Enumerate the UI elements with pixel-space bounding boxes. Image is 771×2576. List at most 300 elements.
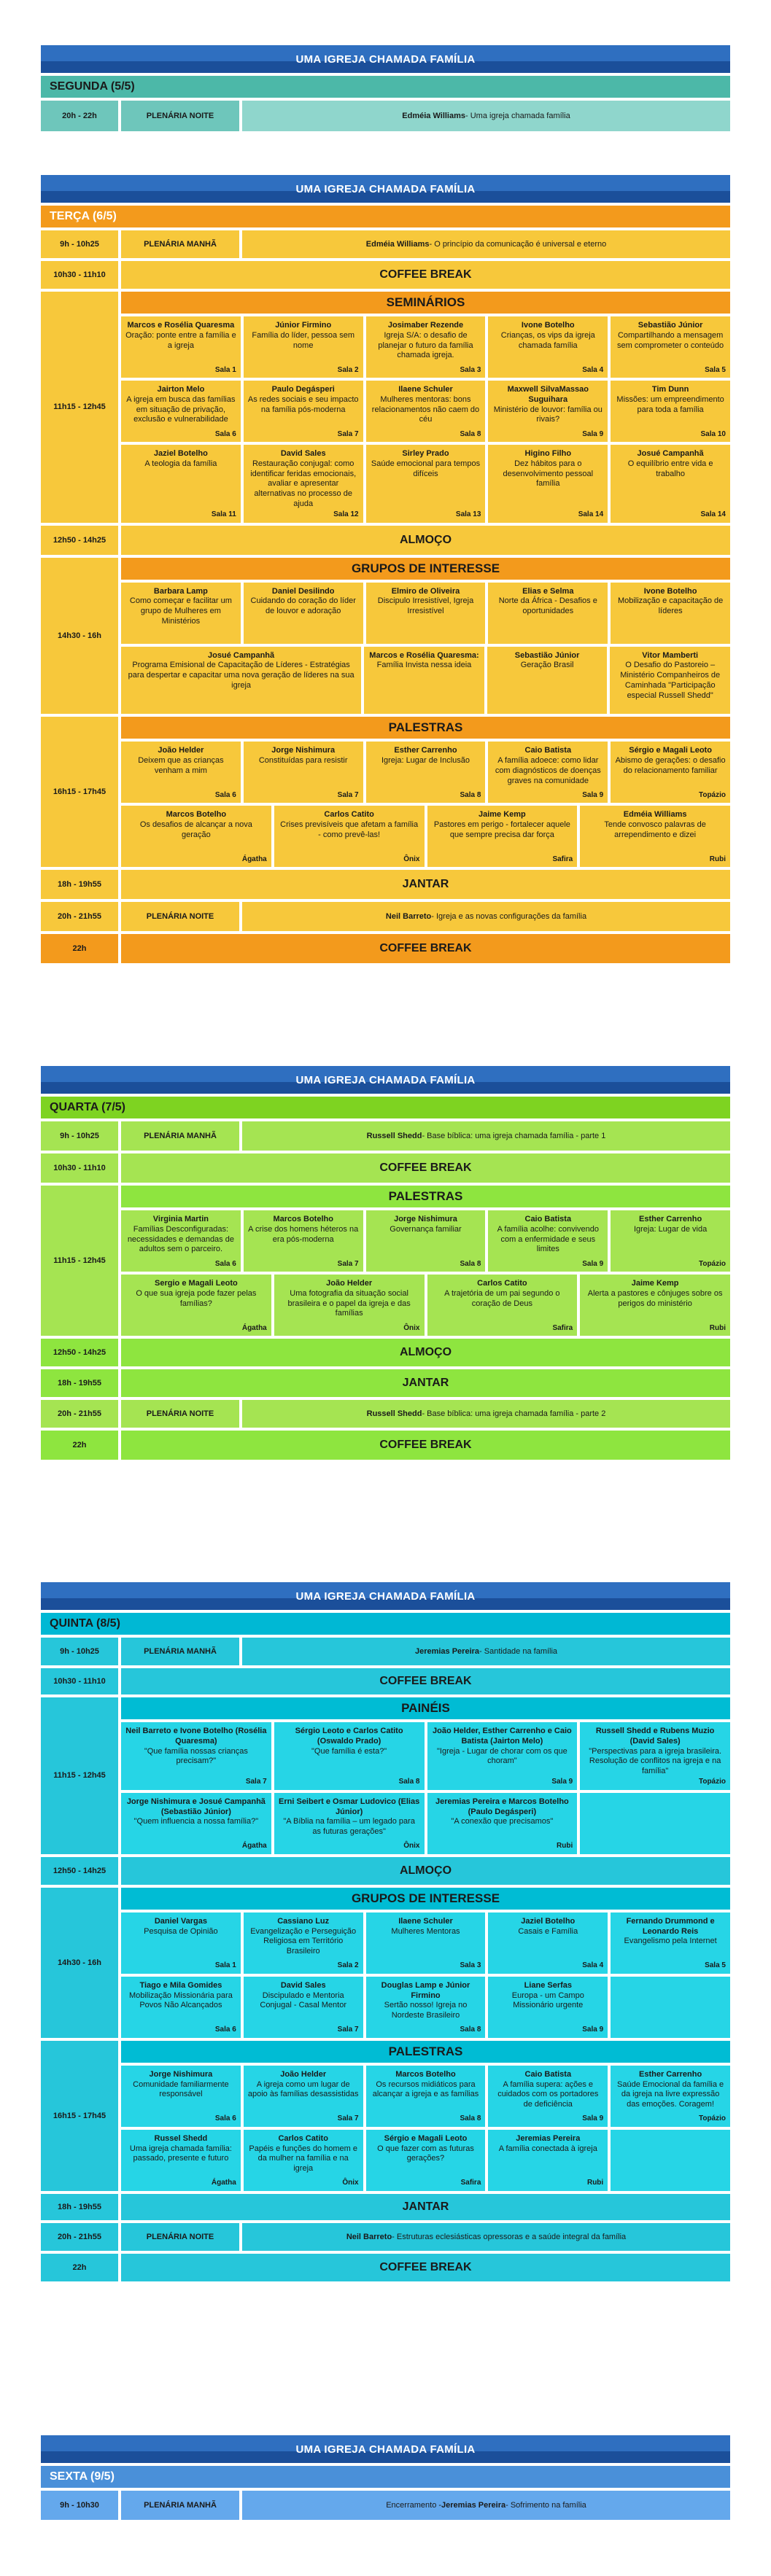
card-room: Rubi — [709, 1323, 726, 1332]
session-card — [121, 445, 241, 523]
session-card — [366, 2066, 486, 2127]
time-slot: 20h - 21h55 — [41, 1400, 118, 1428]
time-slot: 10h30 - 11h10 — [41, 1153, 118, 1183]
card-speaker: Jorge Nishimura e Josué Campanhã (Sebastião Júnior) — [126, 1797, 266, 1816]
card-title: Papéis e funções do homem e da mulher na família e na igreja — [249, 2144, 357, 2173]
card-room: Sala 9 — [582, 790, 604, 799]
session-info — [242, 2491, 730, 2520]
card-title: A crise dos homens héteros na era pós-moderna — [248, 1224, 359, 1244]
time-slot: 10h30 - 11h10 — [41, 1668, 118, 1694]
card-room: Sala 8 — [460, 1259, 481, 1268]
session-card — [244, 445, 363, 523]
session-card — [580, 1793, 730, 1854]
card-room: Safira — [552, 855, 573, 863]
card-speaker: Russel Shedd — [154, 2133, 208, 2143]
card-title: Ministério de louvor: família ou rivais? — [493, 405, 603, 424]
session-card — [366, 445, 486, 523]
day-banner: UMA IGREJA CHAMADA FAMÍLIA — [41, 45, 730, 73]
card-title: Discipulado e Mentoria Conjugal - Casal Mentor — [260, 1991, 346, 2010]
time-slot: 11h15 - 12h45 — [41, 1697, 118, 1854]
panel-grid — [121, 1793, 730, 1854]
card-speaker: Cassiano Luz — [277, 1916, 330, 1926]
card-room: Sala 8 — [460, 2114, 481, 2123]
card-speaker: Marcos Botelho — [273, 1215, 333, 1223]
time-slot: 9h - 10h25 — [41, 1121, 118, 1151]
talk-grid — [121, 1210, 730, 1272]
card-room: Sala 8 — [460, 429, 481, 438]
card-title: Igreja: Lugar de Inclusão — [381, 756, 470, 765]
session-card — [366, 1912, 486, 1974]
card-room: Topázio — [698, 790, 726, 799]
card-title: "Quem influencia a nossa família?" — [133, 1817, 259, 1826]
card-title: A família conectada à igreja — [498, 2144, 597, 2153]
day-banner: UMA IGREJA CHAMADA FAMÍLIA — [41, 2435, 730, 2463]
card-room: Sala 9 — [582, 2026, 604, 2034]
session-desc: - O princípio da comunicação é universal e eterno — [429, 240, 607, 249]
time-slot: 9h - 10h25 — [41, 1638, 118, 1665]
card-room: Topázio — [698, 2114, 726, 2123]
session-info — [242, 1638, 730, 1665]
card-room: Sala 6 — [214, 2026, 236, 2034]
card-room: Ônix — [342, 2179, 359, 2187]
session-desc: - Base bíblica: uma igreja chamada família - parte 2 — [422, 1409, 606, 1418]
card-title: O que fazer com as futuras gerações? — [377, 2144, 474, 2163]
session-card — [427, 806, 578, 867]
talk-grid — [121, 742, 730, 803]
card-speaker: Virginia Martin — [152, 1215, 209, 1223]
time-slot: 18h - 19h55 — [41, 870, 118, 899]
session-card — [121, 2130, 241, 2191]
day-terca — [41, 175, 730, 963]
session-card — [244, 316, 363, 378]
talk-grid — [121, 2066, 730, 2127]
card-title: Igreja: Lugar de vida — [633, 1224, 708, 1234]
session-card — [427, 1275, 578, 1336]
card-speaker: Ilaene Schuler — [398, 385, 453, 394]
session-card — [488, 316, 608, 378]
card-speaker: Liane Serfas — [524, 1980, 572, 1990]
time-slot: 12h50 - 14h25 — [41, 1857, 118, 1885]
card-room: Sala 3 — [460, 1961, 481, 1970]
card-title: A teologia da família — [144, 459, 217, 468]
card-title: Deixem que as crianças venham a mim — [138, 756, 224, 775]
time-slot: 16h15 - 17h45 — [41, 2041, 118, 2191]
session-card — [366, 2130, 486, 2191]
time-slot: 9h - 10h30 — [41, 2491, 118, 2520]
card-speaker: Sergio e Magali Leoto — [155, 1279, 238, 1288]
session-card — [121, 647, 361, 715]
card-title: Famílias Desconfiguradas: necessidades e demandas de adultos sem o parceiro. — [127, 1224, 234, 1254]
session-card — [611, 2066, 730, 2127]
session-card — [611, 742, 730, 803]
time-slot: 12h50 - 14h25 — [41, 526, 118, 555]
lunch: ALMOÇO — [121, 1857, 730, 1885]
card-speaker: Sérgio Leoto e Carlos Catito (Oswaldo Prado) — [295, 1727, 403, 1746]
card-speaker: Marcos Botelho — [395, 2069, 456, 2079]
card-title: "Que família é esta?" — [311, 1746, 387, 1756]
session-label: PLENÁRIA NOITE — [121, 2223, 239, 2251]
card-speaker: Jaziel Botelho — [153, 449, 208, 458]
session-card — [488, 1977, 608, 2038]
card-speaker: Ivone Botelho — [521, 321, 575, 330]
session-info — [242, 230, 730, 258]
session-card — [121, 806, 271, 867]
session-card — [121, 1722, 271, 1790]
card-speaker: Jeremias Pereira e Marcos Botelho (Paulo Degásperi) — [435, 1797, 569, 1816]
card-title: Família Invista nessa ideia — [376, 661, 472, 670]
card-room: Safira — [552, 1323, 573, 1332]
card-speaker: Tim Dunn — [651, 385, 689, 394]
time-slot: 9h - 10h25 — [41, 230, 118, 258]
section-heading: PALESTRAS — [121, 2041, 730, 2063]
coffee-break: COFFEE BREAK — [121, 1431, 730, 1460]
group-grid — [121, 1977, 730, 2038]
card-speaker: Josué Campanhã — [637, 449, 704, 458]
card-room: Sala 3 — [460, 365, 481, 374]
speaker: Neil Barreto — [346, 2232, 392, 2241]
session-card — [611, 316, 730, 378]
card-title: Evangelismo pela Internet — [624, 1937, 717, 1946]
card-title: Abismo de gerações: o desafio do relacionamento familiar — [615, 756, 726, 775]
card-speaker: Marcos Botelho — [166, 810, 227, 820]
session-card — [244, 1210, 363, 1272]
card-room: Topázio — [698, 1259, 726, 1268]
session-card — [366, 1977, 486, 2038]
card-room: Sala 5 — [705, 365, 726, 374]
time-slot: 10h30 - 11h10 — [41, 261, 118, 289]
card-speaker: Júnior Firmino — [275, 321, 332, 330]
session-card — [274, 806, 425, 867]
session-card — [488, 583, 608, 644]
section-heading: PALESTRAS — [121, 1186, 730, 1207]
card-room: Sala 4 — [582, 365, 604, 374]
time-slot: 11h15 - 12h45 — [41, 1186, 118, 1336]
card-speaker: Maxwell SilvaMassao Suguihara — [507, 385, 589, 404]
card-title: Programa Emisional de Capacitação de Líderes - Estratégias para despertar e capacitar uma nova geração de líderes na sua igreja — [128, 661, 354, 690]
card-room: Topázio — [698, 1778, 726, 1786]
session-info — [242, 1400, 730, 1428]
card-room: Sala 5 — [705, 1961, 726, 1970]
card-title: Comunidade familiarmente responsável — [133, 2079, 229, 2099]
card-speaker: David Sales — [280, 449, 326, 458]
card-title: Saúde Emocional da família e da igreja na livre expressão das emoções. Coragem! — [617, 2079, 724, 2109]
session-card — [488, 1210, 608, 1272]
day-segunda — [41, 45, 730, 131]
session-card — [121, 1977, 241, 2038]
card-speaker: Daniel Desilindo — [271, 586, 335, 596]
talk-grid — [121, 806, 730, 867]
speaker: Edméia Williams — [402, 112, 466, 120]
day-title: QUINTA (8/5) — [41, 1613, 730, 1635]
speaker: Russell Shedd — [366, 1132, 422, 1140]
session-card — [488, 2130, 608, 2191]
card-room: Sala 6 — [214, 1259, 236, 1268]
time-slot: 20h - 21h55 — [41, 902, 118, 931]
lunch: ALMOÇO — [121, 526, 730, 555]
card-speaker: João Helder — [158, 746, 204, 755]
card-speaker: Ivone Botelho — [643, 586, 697, 596]
day-quinta — [41, 1582, 730, 2281]
panel-grid — [121, 1722, 730, 1790]
card-room: Rubi — [586, 2179, 604, 2187]
card-room: Sala 6 — [214, 790, 236, 799]
group-grid — [121, 647, 730, 715]
talk-grid — [121, 2130, 730, 2191]
session-card — [121, 742, 241, 803]
day-title: SEGUNDA (5/5) — [41, 76, 730, 98]
day-title: SEXTA (9/5) — [41, 2466, 730, 2488]
session-label: PLENÁRIA MANHÃ — [121, 1121, 239, 1151]
time-slot: 16h15 - 17h45 — [41, 717, 118, 867]
card-title: A família adoece: como lidar com diagnósticos de doenças graves na comunidade — [495, 756, 601, 785]
card-speaker: Carlos Catito — [477, 1279, 527, 1288]
card-speaker: Elmiro de Oliveira — [391, 586, 460, 596]
day-banner: UMA IGREJA CHAMADA FAMÍLIA — [41, 1582, 730, 1610]
card-speaker: Tiago e Mila Gomides — [139, 1980, 222, 1990]
time-slot: 12h50 - 14h25 — [41, 1339, 118, 1366]
lunch: ALMOÇO — [121, 1339, 730, 1366]
speaker: Russell Shedd — [366, 1409, 422, 1418]
card-title: Europa - um Campo Missionário urgente — [511, 1991, 584, 2010]
card-speaker: Douglas Lamp e Júnior Firmino — [381, 1980, 470, 2000]
card-room: Sala 7 — [337, 2114, 359, 2123]
session-card — [244, 1912, 363, 1974]
session-card — [610, 647, 730, 715]
session-card — [366, 742, 486, 803]
coffee-break: COFFEE BREAK — [121, 1668, 730, 1694]
section-heading: PAINÉIS — [121, 1697, 730, 1719]
card-room: Sala 8 — [398, 1778, 420, 1786]
card-speaker: Jaime Kemp — [631, 1279, 679, 1288]
session-card — [274, 1275, 425, 1336]
card-title: Os recursos midiáticos para alcançar a igreja e as famílias — [372, 2079, 479, 2099]
card-speaker: Esther Carrenho — [638, 2069, 702, 2079]
session-card — [364, 647, 484, 715]
card-title: Geração Brasil — [520, 661, 574, 670]
card-speaker: Russell Shedd e Rubens Muzio (David Sales) — [595, 1727, 715, 1746]
card-room: Sala 6 — [214, 429, 236, 438]
session-card — [366, 381, 486, 442]
speaker: Neil Barreto — [385, 912, 432, 922]
card-title: Mobilização e capacitação de líderes — [617, 596, 724, 615]
session-card — [244, 1977, 363, 2038]
session-desc: - Igreja e as novas configurações da família — [431, 912, 587, 922]
speaker: Jeremias Pereira — [414, 1647, 480, 1656]
card-room: Safira — [460, 2179, 481, 2187]
session-label: PLENÁRIA NOITE — [121, 902, 239, 931]
coffee-break: COFFEE BREAK — [121, 261, 730, 289]
card-room: Ágatha — [241, 1323, 267, 1332]
card-speaker: Barbara Lamp — [153, 586, 208, 596]
session-card — [244, 583, 363, 644]
card-title: Mobilização Missionária para Povos Não Alcançados — [128, 1991, 233, 2010]
card-title: Dez hábitos para o desenvolvimento pessoal família — [503, 459, 594, 489]
card-room: Ágatha — [241, 1842, 267, 1851]
session-card — [121, 1793, 271, 1854]
card-speaker: Jairton Melo — [157, 385, 205, 394]
card-room: Sala 13 — [455, 510, 481, 518]
session-card — [580, 1275, 730, 1336]
group-grid — [121, 583, 730, 644]
card-speaker: Caio Batista — [524, 2069, 572, 2079]
session-info — [242, 2223, 730, 2251]
day-sexta — [41, 2435, 730, 2520]
session-card — [611, 381, 730, 442]
section-heading: GRUPOS DE INTERESSE — [121, 558, 730, 580]
session-card — [427, 1722, 578, 1790]
session-card — [580, 806, 730, 867]
session-card — [488, 445, 608, 523]
card-room: Rubi — [709, 855, 726, 863]
card-room: Sala 9 — [551, 1778, 573, 1786]
card-room: Sala 2 — [337, 1961, 359, 1970]
card-title: O Desafio do Pastoreio – Ministério Companheiros de Caminhada "Participação especial Russell Shedd" — [620, 661, 721, 700]
section-heading: PALESTRAS — [121, 717, 730, 739]
card-speaker: Higino Filho — [524, 449, 572, 458]
card-room: Sala 1 — [214, 365, 236, 374]
card-speaker: Ilaene Schuler — [398, 1916, 453, 1926]
card-room: Ônix — [403, 855, 420, 863]
session-card — [611, 1210, 730, 1272]
time-slot: 22h — [41, 1431, 118, 1460]
card-title: Norte da África - Desafios e oportunidades — [498, 596, 597, 615]
card-speaker: Caio Batista — [524, 746, 572, 755]
card-room: Sala 9 — [582, 2114, 604, 2123]
card-title: As redes sociais e seu impacto na família pós-moderna — [247, 394, 359, 414]
session-card — [611, 1912, 730, 1974]
card-speaker: João Helder — [326, 1279, 373, 1288]
speaker: Edméia Williams — [365, 240, 430, 249]
card-room: Sala 7 — [245, 1778, 267, 1786]
card-title: Família do líder, pessoa sem nome — [252, 330, 354, 350]
card-title: Cuidando do coração do líder de louvor e adoração — [250, 596, 356, 615]
card-room: Sala 9 — [582, 1259, 604, 1268]
dinner: JANTAR — [121, 1369, 730, 1397]
session-card — [366, 316, 486, 378]
session-info — [242, 1121, 730, 1151]
coffee-break: COFFEE BREAK — [121, 2254, 730, 2281]
card-title: Sertão nosso! Igreja no Nordeste Brasileiro — [384, 2001, 468, 2020]
card-speaker: Sérgio e Magali Leoto — [629, 746, 712, 755]
card-speaker: Carlos Catito — [324, 810, 374, 820]
card-speaker: João Helder — [280, 2069, 327, 2079]
section-heading: GRUPOS DE INTERESSE — [121, 1888, 730, 1910]
session-desc: - Base bíblica: uma igreja chamada família - parte 1 — [422, 1132, 606, 1140]
card-room: Rubi — [557, 1842, 573, 1851]
time-slot: 18h - 19h55 — [41, 1369, 118, 1397]
card-title: A trajetória de um pai segundo o coração de Deus — [444, 1288, 560, 1308]
card-title: Os desafios de alcançar a nova geração — [139, 820, 252, 839]
session-card — [244, 2130, 363, 2191]
session-card — [487, 647, 608, 715]
coffee-break: COFFEE BREAK — [121, 1153, 730, 1183]
card-speaker: Neil Barreto e Ivone Botelho (Rosélia Quaresma) — [125, 1727, 267, 1746]
session-card — [244, 2066, 363, 2127]
session-desc: - Estruturas eclesiásticas opressoras e a saúde integral da família — [392, 2232, 627, 2241]
card-title: Governança familiar — [390, 1224, 462, 1234]
card-speaker: Sérgio e Magali Leoto — [384, 2133, 468, 2143]
time-slot: 22h — [41, 2254, 118, 2281]
card-title: Pesquisa de Opinião — [144, 1926, 218, 1936]
session-card — [121, 1912, 241, 1974]
session-label: PLENÁRIA MANHÃ — [121, 230, 239, 258]
card-speaker: Fernando Drummond e Leonardo Reis — [626, 1916, 715, 1936]
session-card — [611, 445, 730, 523]
session-card — [121, 316, 241, 378]
card-speaker: Elias e Selma — [522, 586, 574, 596]
session-card — [274, 1722, 425, 1790]
card-room: Sala 1 — [214, 1961, 236, 1970]
session-card — [580, 1722, 730, 1790]
card-room: Ônix — [403, 1323, 420, 1332]
card-title: A igreja como um lugar de apoio às famílias desassistidas — [247, 2079, 359, 2099]
card-speaker: Paulo Degásperi — [271, 385, 335, 394]
session-card — [427, 1793, 578, 1854]
card-room: Sala 12 — [333, 510, 359, 518]
day-title: TERÇA (6/5) — [41, 206, 730, 227]
session-prefix: Encerramento - — [386, 2501, 442, 2510]
group-grid — [121, 1912, 730, 1974]
card-room: Sala 8 — [460, 2026, 481, 2034]
card-title: Tende convosco palavras de arrependimento e dizei — [604, 820, 706, 839]
card-title: Uma igreja chamada família: passado, presente e futuro — [129, 2144, 232, 2163]
card-speaker: Jorge Nishimura — [394, 1215, 457, 1223]
card-room: Sala 6 — [214, 2114, 236, 2123]
session-card — [488, 2066, 608, 2127]
card-speaker: Jorge Nishimura — [271, 746, 336, 755]
session-label: PLENÁRIA MANHÃ — [121, 2491, 239, 2520]
card-speaker: Erni Seibert e Osmar Ludovico (Elias Júnior) — [279, 1797, 420, 1816]
card-speaker: Josimaber Rezende — [387, 321, 464, 330]
session-card — [274, 1793, 425, 1854]
card-title: Oração: ponte entre a família e a igreja — [125, 330, 236, 350]
session-label: PLENÁRIA NOITE — [121, 101, 239, 131]
card-title: Crises previsíveis que afetam a família - como prevê-las! — [280, 820, 419, 839]
speaker: Jeremias Pereira — [441, 2501, 506, 2510]
card-title: A família acolhe: convivendo com a enfermidade e seus limites — [497, 1224, 599, 1254]
card-title: "A conexão que precisamos" — [451, 1817, 554, 1826]
card-room: Sala 10 — [700, 429, 726, 438]
card-room: Sala 4 — [582, 1961, 604, 1970]
card-room: Sala 7 — [337, 2026, 359, 2034]
card-speaker: Esther Carrenho — [394, 746, 457, 755]
card-speaker: Marcos e Rosélia Quaresma — [127, 321, 235, 330]
session-desc: - Santidade na família — [479, 1647, 558, 1656]
card-speaker: Sirley Prado — [402, 449, 449, 458]
card-speaker: João Helder, Esther Carrenho e Caio Batista (Jairton Melo) — [433, 1727, 572, 1746]
card-title: Saúde emocional para tempos difíceis — [371, 459, 481, 478]
card-room: Sala 9 — [582, 429, 604, 438]
seminar-grid — [121, 316, 730, 523]
card-speaker: Josué Campanhã — [208, 650, 275, 660]
card-title: A igreja em busca das famílias em situação de privação, exclusão e vulnerabilidade — [126, 394, 236, 424]
card-title: Alerta a pastores e cônjuges sobre os perigos do ministério — [587, 1288, 723, 1308]
card-room: Sala 14 — [700, 510, 726, 518]
session-info — [242, 902, 730, 931]
card-speaker: Carlos Catito — [278, 2133, 328, 2143]
session-card — [611, 2130, 730, 2191]
day-quarta — [41, 1066, 730, 1460]
time-slot: 22h — [41, 934, 118, 963]
card-title: O equilíbrio entre vida e trabalho — [627, 459, 713, 478]
day-title: QUARTA (7/5) — [41, 1097, 730, 1118]
card-room: Sala 7 — [337, 790, 359, 799]
card-title: Evangelização e Perseguição Religiosa em Território Brasileiro — [250, 1926, 357, 1956]
card-room: Ágatha — [211, 2179, 236, 2187]
time-slot: 14h30 - 16h — [41, 558, 118, 715]
day-banner: UMA IGREJA CHAMADA FAMÍLIA — [41, 1066, 730, 1094]
session-desc: - Uma igreja chamada família — [465, 112, 570, 120]
